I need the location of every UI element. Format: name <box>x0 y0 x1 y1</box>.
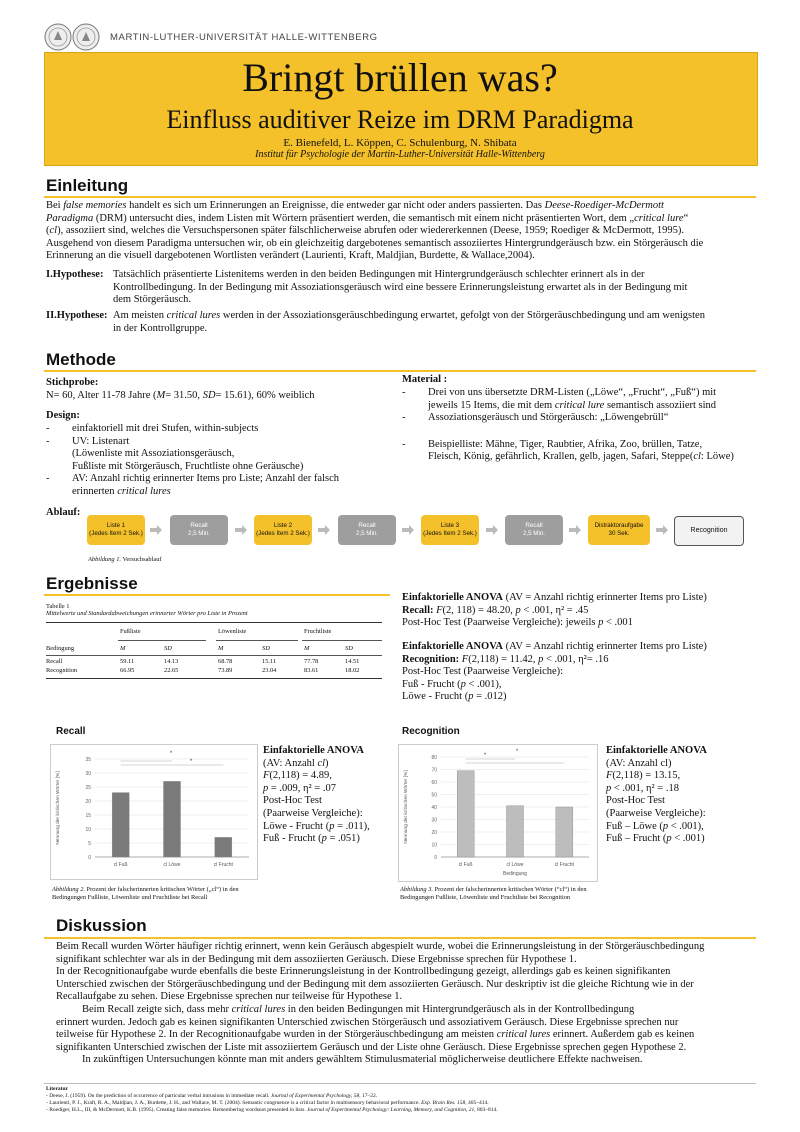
table-row: Recall 59.11 14.13 68.78 15.11 77.78 14.51 <box>46 658 360 665</box>
y-tick-label: 20 <box>431 830 437 836</box>
y-tick-label: 0 <box>434 855 437 861</box>
flow-liste-1: Liste 1 (Jedes Item 2 Sek.) <box>87 515 145 545</box>
poster-subtitle: Einfluss auditiver Reize im DRM Paradigma <box>166 105 634 134</box>
stichprobe-text: N= 60, Alter 11-78 Jahre (M= 31.50, SD= 15.61), 60% weiblich <box>46 390 315 401</box>
y-axis-label: Nennung der kritischen Wörter [%] <box>56 771 61 845</box>
recognition-chart-heading: Recognition <box>402 726 460 737</box>
flow-distraktoraufgabe: Distraktoraufgabe 30 Sek. <box>588 515 650 545</box>
y-tick-label: 60 <box>431 780 437 786</box>
section-rule <box>44 594 390 596</box>
section-rule <box>44 937 756 939</box>
significance-star: * <box>515 749 519 755</box>
bar-cl-frucht <box>556 807 573 857</box>
literature-divider <box>44 1083 756 1084</box>
university-name: MARTIN-LUTHER-UNIVERSITÄT HALLE-WITTENBERG <box>110 32 378 43</box>
recall-chart-heading: Recall <box>56 726 86 737</box>
x-tick-label: cl Fuß <box>113 862 128 868</box>
flow-recognition: Recognition <box>674 516 744 546</box>
x-tick-label: cl Frucht <box>213 862 233 868</box>
y-tick-label: 70 <box>431 767 437 774</box>
significance-star: * <box>483 753 487 759</box>
y-tick-label: 0 <box>88 855 91 861</box>
literature-list: Literatur - Deese, J. (1959). On the prediction of occurrence of particular verbal intrusions in immediate recall. Journal of Experimental Psychology, 58, 17–22. - Laurienti, P. J., Kraft, R. A., Maldjian, J. A., Burdette, J. H., and Wallace, M. T. (2004). Semantic congruence is a critical factor in multisensory behavioral performance. Exp. Brain Res. 158, 405–414. - Roediger, H.L., III, & McDermott, K.B. (1995). Creating false memories: Remembering wordsnot presented in lists. Journal of Experimental Psychology: Learning, Memory, and Cognition, 21, 803–814. <box>46 1086 498 1113</box>
institute: Institut für Psychologie der Martin-Luther-Universität Halle-Wittenberg <box>255 149 545 160</box>
y-tick-label: 10 <box>431 842 437 849</box>
table-caption: Mittelwerte und Standardabweichungen erinnerter Wörter pro Liste in Prozent <box>46 610 248 617</box>
arrow-icon <box>656 525 668 535</box>
table-header-row: Bedingung M SD M SD M SD <box>46 645 353 652</box>
section-rule <box>44 370 756 372</box>
design-list: - einfaktoriell mit drei Stufen, within-subjects - UV: Listenart (Löwenliste mit Assoziationsgeräusch, Fußliste mit Störgeräusch, Fruchtliste ohne Geräusche) - AV: Anzahl richtig erinnerter Items pro Liste; Anzahl der falsch erinnerten critical lures <box>46 423 339 497</box>
recall-chart <box>50 744 258 880</box>
figure-1-caption: Abbildung 1. Versuchsablauf <box>88 556 162 563</box>
section-heading-einleitung: Einleitung <box>46 176 129 195</box>
x-axis-label: Bedingung <box>503 871 527 877</box>
x-tick-label: cl Fuß <box>458 862 473 868</box>
x-tick-label: cl Löwe <box>506 862 524 868</box>
anova-1-block: Einfaktorielle ANOVA (AV = Anzahl richtig erinnerter Items pro Liste) Recall: F(2, 118) = 48.20, p < .001, η² = .45 Post-Hoc Test (Paarweise Vergleiche): jeweils p < .001 <box>402 592 707 629</box>
significance-star: * <box>189 759 193 765</box>
arrow-icon <box>486 525 498 535</box>
bar-cl-fuß <box>112 793 129 857</box>
university-seal-logo <box>44 22 106 52</box>
authors: E. Bienefeld, L. Köppen, C. Schulenburg, N. Shibata <box>283 137 517 149</box>
arrow-icon <box>150 525 162 535</box>
flow-recall-1: Recall 2,5 Min. <box>170 515 228 545</box>
y-tick-label: 15 <box>85 813 91 819</box>
flow-recall-2: Recall 2,5 Min. <box>338 515 396 545</box>
y-tick-label: 10 <box>85 827 91 833</box>
hypothesis-1-label: I.Hypothese: <box>46 269 104 280</box>
section-heading-ergebnisse: Ergebnisse <box>46 574 138 593</box>
hypothesis-2-text: Am meisten critical lures werden in der Assoziationsgeräuschbedingung erwartet, gefolgt von der Störgeräuschbedingung und am wenigsten in der Kontrollgruppe. <box>113 310 705 334</box>
section-heading-methode: Methode <box>46 350 116 369</box>
significance-star: * <box>169 751 173 757</box>
recall-bar-chart <box>51 745 257 879</box>
y-tick-label: 20 <box>85 799 91 805</box>
arrow-icon <box>235 525 247 535</box>
einleitung-text: Bei false memories handelt es sich um Erinnerungen an Ereignisse, die entweder gar nicht oder anders passierten. Das Deese-Roediger-McDermott Paradigma (DRM) untersucht dies, indem Listen mit Wörtern präsentiert werden, die semantisch mit einem nicht präsentierten Wort, dem „critical lure“ (cl), assoziiert sind, welches die Versuchspersonen später fälschlicherweise abrufen oder wiedererkennen (Deese, 1959; Roediger & McDermott, 1995). Ausgehend von diesem Paradigma untersuchen wir, ob ein gleichzeitig dargebotenes semantisch assoziiertes Hintergrundgeräusch bzw. ein Störgeräusch die Erinnerung an die visuell dargebotenen Wortlisten verändert (Laurienti, Kraft, Maldjian, Burdette, & Wallace,2004). <box>46 200 704 262</box>
figure-2-caption: Abbildung 2. Prozent der falscherinnerten kritischen Wörter („cl“) in den Bedingungen Fußliste, Löwenliste und Fruchtliste bei Recall <box>52 886 239 901</box>
arrow-icon <box>318 525 330 535</box>
bar-cl-frucht <box>215 837 232 857</box>
poster-title: Bringt brüllen was? <box>242 55 558 100</box>
arrow-icon <box>569 525 581 535</box>
design-heading: Design: <box>46 410 80 421</box>
section-heading-diskussion: Diskussion <box>56 916 147 935</box>
hypothesis-1-text: Tatsächlich präsentierte Listenitems werden in den beiden Bedingungen mit Hintergrundgeräusch schlechter erinnert als in der Kontrollbedingung. In der Bedingung mit Assoziationsgeräusch wird eine bessere Erinnerungsleistung erwartet als in der Bedingung mit dem Störgeräusch. <box>113 269 688 306</box>
y-tick-label: 80 <box>431 755 437 761</box>
y-tick-label: 30 <box>85 771 91 777</box>
y-tick-label: 50 <box>431 792 437 799</box>
table-row: Recognition 66.95 22.65 73.89 23.04 83.61 18.02 <box>46 667 360 674</box>
bar-cl-löwe <box>507 806 524 857</box>
y-tick-label: 35 <box>85 757 91 763</box>
y-tick-label: 5 <box>88 841 91 847</box>
x-tick-label: cl Frucht <box>554 862 574 868</box>
hypothesis-2-label: II.Hypothese: <box>46 310 108 321</box>
material-list: - Drei von uns übersetzte DRM-Listen („Löwe“, „Frucht“, „Fuß“) mit jeweils 15 Items, die mit dem critical lure semantisch assoziiert sind - Assoziationsgeräusch und Störgeräusch: „Löwengebrüll“ - Beispielliste: Mähne, Tiger, Raubtier, Afrika, Zoo, brüllen, Tatze, Fleisch, König, gefährlich, Krallen, gelb, jagen, Safari, Steppe(cl: Löwe) <box>402 387 734 463</box>
y-tick-label: 25 <box>85 785 91 791</box>
y-axis-label: Nennung der kritischen Wörter [%] <box>404 770 409 844</box>
y-tick-label: 30 <box>431 817 437 824</box>
bar-cl-fuß <box>457 771 474 857</box>
figure-3-caption: Abbildung 3. Prozent der falscherinnerten kritischen Wörter (“cl“) in den Bedingungen Fußliste, Löwenliste und Fruchtliste bei Recognition <box>400 886 587 901</box>
flow-liste-2: Liste 2 (Jedes Item 2 Sek.) <box>254 515 312 545</box>
table-label: Tabelle 1 <box>46 603 70 610</box>
recognition-stats: Einfaktorielle ANOVA (AV: Anzahl cl) F(2,118) = 13.15, p < .001, η² = .18 Post-Hoc Test (Paarweise Vergleiche): Fuß – Löwe (p < .001), Fuß – Frucht (p < .001) <box>606 745 708 845</box>
flow-recall-3: Recall 2,5 Min. <box>505 515 563 545</box>
material-heading: Material : <box>402 374 448 385</box>
results-table: Fußliste Löwenliste Fruchtliste Bedingung M SD M SD M SD Recall 59.11 14.13 68.78 15.11 77.78 14.51 Recognition 66.95 22.65 73.89 23.04 83.61 18.02 <box>46 622 382 679</box>
arrow-icon <box>402 525 414 535</box>
recognition-bar-chart <box>399 745 597 881</box>
flow-liste-3: Liste 3 (Jedes Item 2 Sek.) <box>421 515 479 545</box>
y-tick-label: 40 <box>431 805 437 811</box>
x-tick-label: cl Löwe <box>163 862 181 868</box>
diskussion-text: Beim Recall wurden Wörter häufiger richtig erinnert, wenn kein Geräusch abgespielt wurde, wobei die Erinnerungsleistung in der Störgeräuschbedingung signifikant schlechter war als in der Bedingung mit dem assoziierten Geräusch. Diese Ergebnisse sprechen für Hypothese 1. In der Recognitionaufgabe wurde ebenfalls die beste Erinnerungsleistung in der Kontrollbedingung gezeigt, allerdings gab es keinen signifikanten Unterschied zwischen der Störgeräuschbedingung und der Bedingung mit dem assoziierten Geräusch. Nur deskriptiv ist die gleiche Richtung wie in der Recallaufgabe zu sehen. Diese Ergebnisse sprechen nur teilweise für Hypothese 1. Beim Recall zeigte sich, dass mehr critical lures in den beiden Bedingungen mit Hintergrundgeräusch als in der Kontrollbedingung erinnert wurden. Jedoch gab es keinen signifikanten Unterschied zwischen Störgeräusch und assoziativem Geräusch. Diese Ergebnisse sprechen nur teilweise für Hypothese 2. In der Recognitionaufgabe wurden in der Störgeräuschbedingung am meisten critical lures erinnert. Außerdem gab es keinen signifikanten Unterschied zwischen der Liste mit assoziiertem Geräusch und der Liste ohne Geräusch. Diese Ergebnisse sprechen gegen Hypothese 2. In zukünftigen Untersuchungen könnte man mit anders gewähltem Stimulusmaterial möglicherweise deutlichere Effekte nachweisen. <box>56 941 705 1066</box>
section-rule <box>44 196 756 198</box>
anova-2-block: Einfaktorielle ANOVA (AV = Anzahl richtig erinnerter Items pro Liste) Recognition: F(2,118) = 11.42, p < .001, η²= .16 Post-Hoc Test (Paarweise Vergleiche): Fuß - Frucht (p < .001), Löwe - Frucht (p = .012) <box>402 641 707 703</box>
ablauf-heading: Ablauf: <box>46 507 81 518</box>
bar-cl-löwe <box>164 781 181 857</box>
stichprobe-heading: Stichprobe: <box>46 377 99 388</box>
recall-stats: Einfaktorielle ANOVA (AV: Anzahl cl) F(2,118) = 4.89, p = .009, η² = .07 Post-Hoc Test (Paarweise Vergleiche): Löwe - Frucht (p = .011), Fuß - Frucht (p = .051) <box>263 745 370 845</box>
recognition-chart <box>398 744 598 882</box>
